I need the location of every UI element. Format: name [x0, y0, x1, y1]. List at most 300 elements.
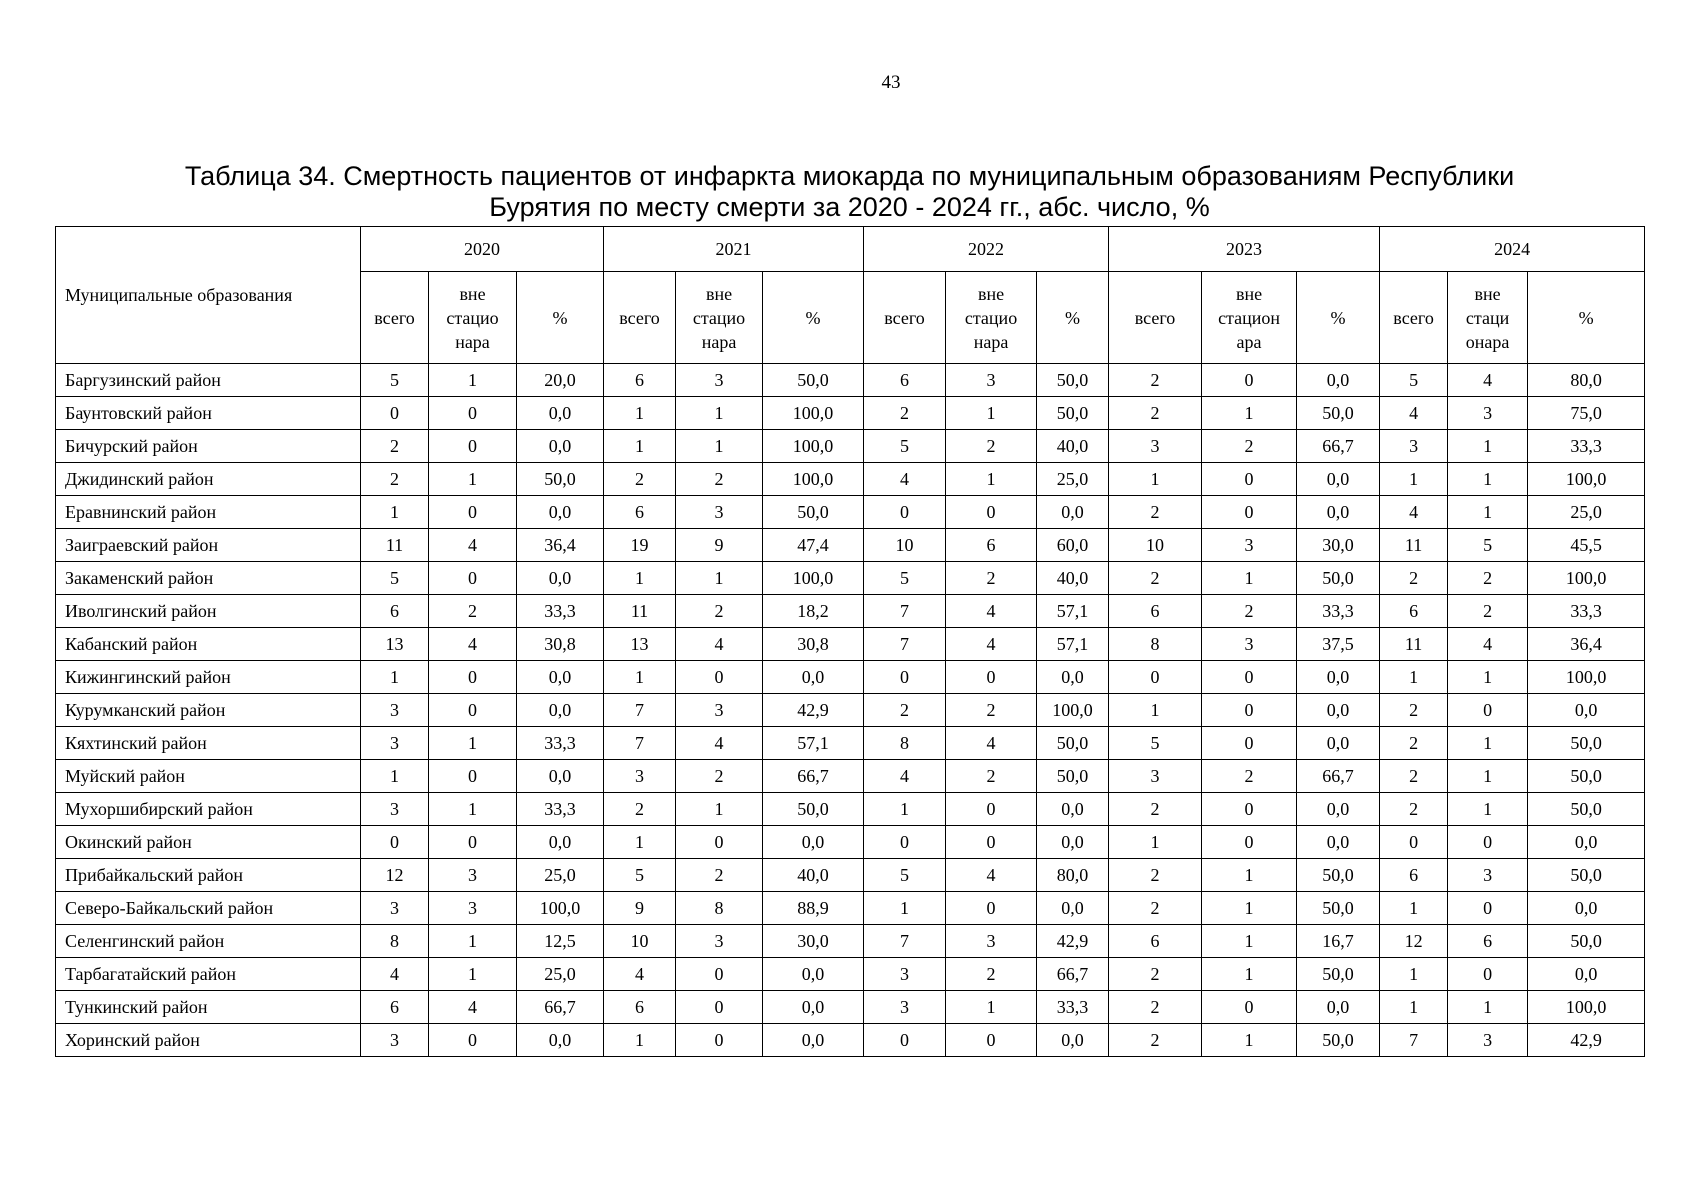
- table-cell: 50,0: [1528, 859, 1645, 892]
- table-cell: 2: [1109, 892, 1202, 925]
- table-cell: 100,0: [763, 397, 864, 430]
- table-row: [56, 727, 1645, 760]
- table-cell: 0: [864, 1024, 946, 1057]
- table-cell: 0: [1448, 826, 1528, 859]
- column-header-sub: всего: [1109, 272, 1202, 364]
- table-cell: 0,0: [517, 826, 604, 859]
- column-header-year: 2021: [604, 227, 864, 272]
- table-cell: 0,0: [517, 1024, 604, 1057]
- table-row: [56, 562, 1645, 595]
- table-cell: 4: [946, 859, 1037, 892]
- caption-line-1: Таблица 34. Смертность пациентов от инфаркта миокарда по муниципальным образованиям Республики: [184, 161, 1515, 191]
- table-cell: 8: [361, 925, 429, 958]
- table-cell: 36,4: [1528, 628, 1645, 661]
- table-cell: 6: [604, 496, 676, 529]
- row-municipality-name: Северо-Байкальский район: [56, 892, 361, 925]
- table-cell: 1: [361, 760, 429, 793]
- table-cell: 100,0: [1528, 661, 1645, 694]
- table-cell: 0,0: [1528, 958, 1645, 991]
- row-municipality-name: Баргузинский район: [56, 364, 361, 397]
- table-row: [56, 529, 1645, 562]
- table-cell: 1: [1448, 727, 1528, 760]
- table-row: [56, 694, 1645, 727]
- table-row: [56, 364, 1645, 397]
- column-header-sub: всего: [604, 272, 676, 364]
- table-cell: 66,7: [1037, 958, 1109, 991]
- table-cell: 2: [361, 430, 429, 463]
- table-cell: 0: [361, 397, 429, 430]
- table-cell: 50,0: [1037, 364, 1109, 397]
- row-municipality-name: Бичурский район: [56, 430, 361, 463]
- column-header-sub: вне стацио нара: [946, 272, 1037, 364]
- table-cell: 1: [1109, 826, 1202, 859]
- table-cell: 13: [361, 628, 429, 661]
- table-cell: 2: [676, 760, 763, 793]
- row-municipality-name: Прибайкальский район: [56, 859, 361, 892]
- table-cell: 0,0: [517, 430, 604, 463]
- column-header-year: 2020: [361, 227, 604, 272]
- table-cell: 1: [429, 727, 517, 760]
- table-cell: 88,9: [763, 892, 864, 925]
- table-cell: 2: [1380, 562, 1448, 595]
- table-cell: 0: [864, 826, 946, 859]
- table-cell: 7: [864, 628, 946, 661]
- table-cell: 1: [676, 793, 763, 826]
- table-cell: 80,0: [1528, 364, 1645, 397]
- table-cell: 5: [604, 859, 676, 892]
- table-cell: 3: [361, 727, 429, 760]
- table-cell: 0,0: [1037, 826, 1109, 859]
- table-cell: 2: [1202, 430, 1297, 463]
- table-cell: 50,0: [763, 496, 864, 529]
- table-cell: 0: [676, 1024, 763, 1057]
- table-cell: 5: [1380, 364, 1448, 397]
- table-cell: 6: [864, 364, 946, 397]
- table-cell: 0,0: [763, 1024, 864, 1057]
- table-cell: 2: [1109, 958, 1202, 991]
- table-cell: 50,0: [1297, 397, 1380, 430]
- table-cell: 0: [946, 1024, 1037, 1057]
- table-cell: 1: [604, 562, 676, 595]
- table-cell: 1: [1380, 463, 1448, 496]
- table-cell: 4: [361, 958, 429, 991]
- table-cell: 2: [361, 463, 429, 496]
- table-cell: 0,0: [1297, 727, 1380, 760]
- table-cell: 13: [604, 628, 676, 661]
- table-cell: 33,3: [517, 793, 604, 826]
- table-row: [56, 892, 1645, 925]
- table-cell: 100,0: [763, 562, 864, 595]
- table-cell: 25,0: [517, 859, 604, 892]
- table-cell: 37,5: [1297, 628, 1380, 661]
- table-cell: 30,0: [1297, 529, 1380, 562]
- table-cell: 16,7: [1297, 925, 1380, 958]
- table-cell: 25,0: [1528, 496, 1645, 529]
- table-cell: 50,0: [1528, 760, 1645, 793]
- table-cell: 0: [864, 496, 946, 529]
- table-cell: 0,0: [517, 661, 604, 694]
- table-cell: 3: [676, 364, 763, 397]
- table-cell: 33,3: [1297, 595, 1380, 628]
- table-cell: 33,3: [1528, 430, 1645, 463]
- table-cell: 5: [361, 364, 429, 397]
- table-cell: 1: [1109, 463, 1202, 496]
- table-cell: 2: [1109, 364, 1202, 397]
- table-cell: 0,0: [1297, 826, 1380, 859]
- table-cell: 3: [1380, 430, 1448, 463]
- column-header-sub: вне стацио нара: [676, 272, 763, 364]
- table-cell: 50,0: [1297, 859, 1380, 892]
- table-cell: 3: [864, 991, 946, 1024]
- column-header-sub: %: [1297, 272, 1380, 364]
- table-cell: 1: [1448, 793, 1528, 826]
- table-cell: 2: [1109, 1024, 1202, 1057]
- table-cell: 42,9: [763, 694, 864, 727]
- table-cell: 33,3: [1037, 991, 1109, 1024]
- table-cell: 4: [1380, 397, 1448, 430]
- table-cell: 4: [429, 628, 517, 661]
- table-cell: 1: [429, 364, 517, 397]
- table-cell: 2: [1448, 562, 1528, 595]
- table-cell: 0,0: [763, 958, 864, 991]
- table-cell: 1: [676, 397, 763, 430]
- column-header-year: 2023: [1109, 227, 1380, 272]
- table-cell: 100,0: [1528, 991, 1645, 1024]
- table-cell: 10: [864, 529, 946, 562]
- table-cell: 3: [864, 958, 946, 991]
- table-cell: 3: [1202, 529, 1297, 562]
- row-municipality-name: Муйский район: [56, 760, 361, 793]
- table-cell: 4: [676, 628, 763, 661]
- table-cell: 0: [429, 760, 517, 793]
- table-cell: 0: [429, 430, 517, 463]
- table-cell: 0: [676, 826, 763, 859]
- table-cell: 0,0: [1297, 463, 1380, 496]
- table-cell: 4: [1448, 628, 1528, 661]
- row-municipality-name: Кижингинский район: [56, 661, 361, 694]
- table-cell: 8: [1109, 628, 1202, 661]
- table-cell: 0: [429, 826, 517, 859]
- table-cell: 4: [1380, 496, 1448, 529]
- table-cell: 0,0: [763, 991, 864, 1024]
- header-row-years: [56, 227, 1645, 272]
- row-municipality-name: Еравнинский район: [56, 496, 361, 529]
- table-cell: 2: [1380, 727, 1448, 760]
- table-cell: 20,0: [517, 364, 604, 397]
- table-cell: 7: [864, 595, 946, 628]
- table-cell: 0: [946, 826, 1037, 859]
- table-cell: 0: [1380, 826, 1448, 859]
- table-cell: 5: [361, 562, 429, 595]
- table-cell: 1: [1202, 892, 1297, 925]
- table-cell: 6: [1380, 859, 1448, 892]
- table-cell: 1: [1202, 562, 1297, 595]
- table-cell: 4: [946, 727, 1037, 760]
- table-row: [56, 496, 1645, 529]
- row-municipality-name: Тункинский район: [56, 991, 361, 1024]
- table-cell: 0: [1202, 496, 1297, 529]
- table-cell: 2: [1109, 496, 1202, 529]
- table-cell: 3: [361, 1024, 429, 1057]
- row-municipality-name: Мухоршибирский район: [56, 793, 361, 826]
- table-cell: 0,0: [1297, 364, 1380, 397]
- table-cell: 1: [604, 661, 676, 694]
- row-municipality-name: Хоринский район: [56, 1024, 361, 1057]
- table-cell: 1: [1448, 430, 1528, 463]
- table-cell: 0,0: [517, 397, 604, 430]
- table-cell: 40,0: [1037, 562, 1109, 595]
- column-header-sub: %: [517, 272, 604, 364]
- table-cell: 4: [676, 727, 763, 760]
- table-cell: 6: [1109, 925, 1202, 958]
- table-cell: 0: [1202, 991, 1297, 1024]
- table-cell: 0,0: [1297, 496, 1380, 529]
- row-municipality-name: Закаменский район: [56, 562, 361, 595]
- table-cell: 0,0: [1297, 793, 1380, 826]
- row-municipality-name: Окинский район: [56, 826, 361, 859]
- table-cell: 2: [1380, 793, 1448, 826]
- table-cell: 0: [429, 496, 517, 529]
- table-cell: 3: [429, 859, 517, 892]
- row-municipality-name: Иволгинский район: [56, 595, 361, 628]
- table-cell: 5: [864, 430, 946, 463]
- table-cell: 66,7: [1297, 430, 1380, 463]
- table-row: [56, 463, 1645, 496]
- table-cell: 0: [1448, 892, 1528, 925]
- table-cell: 2: [1202, 760, 1297, 793]
- table-cell: 3: [1109, 430, 1202, 463]
- table-cell: 50,0: [517, 463, 604, 496]
- table-cell: 100,0: [1528, 463, 1645, 496]
- table-cell: 3: [946, 364, 1037, 397]
- table-cell: 1: [1380, 991, 1448, 1024]
- table-row: [56, 859, 1645, 892]
- table-cell: 11: [1380, 529, 1448, 562]
- mortality-table: [55, 226, 1645, 1057]
- table-cell: 3: [946, 925, 1037, 958]
- table-caption: [55, 161, 1644, 223]
- table-cell: 7: [864, 925, 946, 958]
- column-header-sub: вне стацио нара: [429, 272, 517, 364]
- table-cell: 57,1: [1037, 595, 1109, 628]
- table-cell: 0,0: [1297, 991, 1380, 1024]
- table-cell: 1: [361, 661, 429, 694]
- table-cell: 3: [429, 892, 517, 925]
- table-cell: 4: [1448, 364, 1528, 397]
- column-header-year: 2024: [1380, 227, 1645, 272]
- table-cell: 1: [429, 463, 517, 496]
- table-cell: 5: [864, 859, 946, 892]
- table-row: [56, 826, 1645, 859]
- table-cell: 0: [361, 826, 429, 859]
- table-cell: 0: [1202, 661, 1297, 694]
- table-cell: 5: [864, 562, 946, 595]
- table-cell: 66,7: [763, 760, 864, 793]
- table-cell: 0: [1448, 958, 1528, 991]
- table-cell: 0: [1202, 793, 1297, 826]
- table-cell: 57,1: [763, 727, 864, 760]
- table-cell: 75,0: [1528, 397, 1645, 430]
- table-cell: 50,0: [1297, 1024, 1380, 1057]
- table-cell: 0: [1202, 826, 1297, 859]
- table-cell: 3: [1202, 628, 1297, 661]
- row-municipality-name: Курумканский район: [56, 694, 361, 727]
- table-cell: 0,0: [1037, 1024, 1109, 1057]
- table-cell: 0,0: [763, 661, 864, 694]
- table-cell: 3: [1448, 397, 1528, 430]
- table-cell: 2: [864, 694, 946, 727]
- table-cell: 12: [361, 859, 429, 892]
- table-cell: 25,0: [517, 958, 604, 991]
- row-municipality-name: Селенгинский район: [56, 925, 361, 958]
- table-cell: 0,0: [517, 694, 604, 727]
- table-cell: 3: [1448, 859, 1528, 892]
- table-cell: 6: [604, 364, 676, 397]
- table-cell: 0: [1202, 694, 1297, 727]
- table-cell: 42,9: [1037, 925, 1109, 958]
- table-cell: 9: [676, 529, 763, 562]
- table-row: [56, 628, 1645, 661]
- table-row: [56, 661, 1645, 694]
- table-cell: 1: [1380, 661, 1448, 694]
- table-cell: 1: [946, 397, 1037, 430]
- table-cell: 2: [1380, 694, 1448, 727]
- table-cell: 1: [1202, 925, 1297, 958]
- table-cell: 30,0: [763, 925, 864, 958]
- table-cell: 25,0: [1037, 463, 1109, 496]
- table-cell: 1: [604, 1024, 676, 1057]
- table-cell: 66,7: [517, 991, 604, 1024]
- table-cell: 30,8: [517, 628, 604, 661]
- table-cell: 2: [604, 793, 676, 826]
- table-cell: 0,0: [1037, 892, 1109, 925]
- table-cell: 9: [604, 892, 676, 925]
- table-cell: 2: [1202, 595, 1297, 628]
- table-row: [56, 397, 1645, 430]
- table-cell: 57,1: [1037, 628, 1109, 661]
- column-header-sub: %: [1037, 272, 1109, 364]
- table-cell: 2: [1448, 595, 1528, 628]
- table-cell: 100,0: [1528, 562, 1645, 595]
- table-cell: 11: [1380, 628, 1448, 661]
- table-cell: 1: [429, 925, 517, 958]
- table-cell: 80,0: [1037, 859, 1109, 892]
- table-cell: 0: [1109, 661, 1202, 694]
- table-cell: 6: [361, 595, 429, 628]
- table-cell: 50,0: [763, 793, 864, 826]
- table-cell: 1: [1448, 463, 1528, 496]
- table-cell: 3: [361, 892, 429, 925]
- table-cell: 50,0: [1528, 727, 1645, 760]
- table-cell: 4: [946, 628, 1037, 661]
- table-cell: 1: [604, 397, 676, 430]
- table-cell: 2: [946, 760, 1037, 793]
- table-cell: 0: [1448, 694, 1528, 727]
- table-cell: 1: [946, 463, 1037, 496]
- table-cell: 18,2: [763, 595, 864, 628]
- table-cell: 50,0: [1528, 793, 1645, 826]
- table-cell: 1: [604, 826, 676, 859]
- table-cell: 100,0: [763, 463, 864, 496]
- table-cell: 0: [429, 1024, 517, 1057]
- table-cell: 2: [946, 430, 1037, 463]
- table-cell: 100,0: [1037, 694, 1109, 727]
- column-header-sub: %: [763, 272, 864, 364]
- table-cell: 100,0: [763, 430, 864, 463]
- table-cell: 6: [946, 529, 1037, 562]
- table-cell: 50,0: [1297, 958, 1380, 991]
- table-cell: 60,0: [1037, 529, 1109, 562]
- table-cell: 3: [604, 760, 676, 793]
- table-cell: 0,0: [763, 826, 864, 859]
- table-cell: 2: [1109, 562, 1202, 595]
- table-cell: 0,0: [1037, 496, 1109, 529]
- table-cell: 3: [1109, 760, 1202, 793]
- table-cell: 2: [1109, 397, 1202, 430]
- table-cell: 42,9: [1528, 1024, 1645, 1057]
- table-cell: 30,8: [763, 628, 864, 661]
- row-municipality-name: Кабанский район: [56, 628, 361, 661]
- table-cell: 2: [676, 859, 763, 892]
- table-cell: 1: [1380, 958, 1448, 991]
- table-cell: 11: [361, 529, 429, 562]
- table-cell: 2: [946, 694, 1037, 727]
- table-cell: 6: [1109, 595, 1202, 628]
- table-row: [56, 991, 1645, 1024]
- row-municipality-name: Тарбагатайский район: [56, 958, 361, 991]
- table-cell: 4: [429, 529, 517, 562]
- table-cell: 1: [676, 430, 763, 463]
- table-cell: 1: [864, 892, 946, 925]
- table-cell: 50,0: [1297, 562, 1380, 595]
- row-municipality-name: Кяхтинский район: [56, 727, 361, 760]
- table-cell: 4: [946, 595, 1037, 628]
- column-header-sub: всего: [361, 272, 429, 364]
- table-cell: 50,0: [1037, 727, 1109, 760]
- table-cell: 4: [864, 463, 946, 496]
- table-cell: 7: [604, 727, 676, 760]
- table-cell: 7: [1380, 1024, 1448, 1057]
- table-cell: 2: [946, 562, 1037, 595]
- table-cell: 0,0: [1037, 661, 1109, 694]
- table-cell: 19: [604, 529, 676, 562]
- table-cell: 1: [676, 562, 763, 595]
- table-cell: 5: [1109, 727, 1202, 760]
- table-cell: 45,5: [1528, 529, 1645, 562]
- table-cell: 0: [429, 562, 517, 595]
- table-cell: 8: [864, 727, 946, 760]
- table-cell: 1: [361, 496, 429, 529]
- table-row: [56, 958, 1645, 991]
- table-cell: 1: [604, 430, 676, 463]
- table-cell: 1: [1202, 1024, 1297, 1057]
- table-cell: 0,0: [517, 760, 604, 793]
- table-cell: 1: [946, 991, 1037, 1024]
- table-cell: 10: [1109, 529, 1202, 562]
- table-cell: 100,0: [517, 892, 604, 925]
- table-cell: 2: [1109, 991, 1202, 1024]
- table-cell: 2: [1109, 793, 1202, 826]
- table-cell: 0: [1202, 727, 1297, 760]
- table-cell: 50,0: [1037, 397, 1109, 430]
- column-header-sub: всего: [1380, 272, 1448, 364]
- table-cell: 50,0: [763, 364, 864, 397]
- table-cell: 4: [604, 958, 676, 991]
- table-cell: 3: [676, 496, 763, 529]
- table-cell: 2: [1109, 859, 1202, 892]
- table-cell: 50,0: [1037, 760, 1109, 793]
- table-cell: 8: [676, 892, 763, 925]
